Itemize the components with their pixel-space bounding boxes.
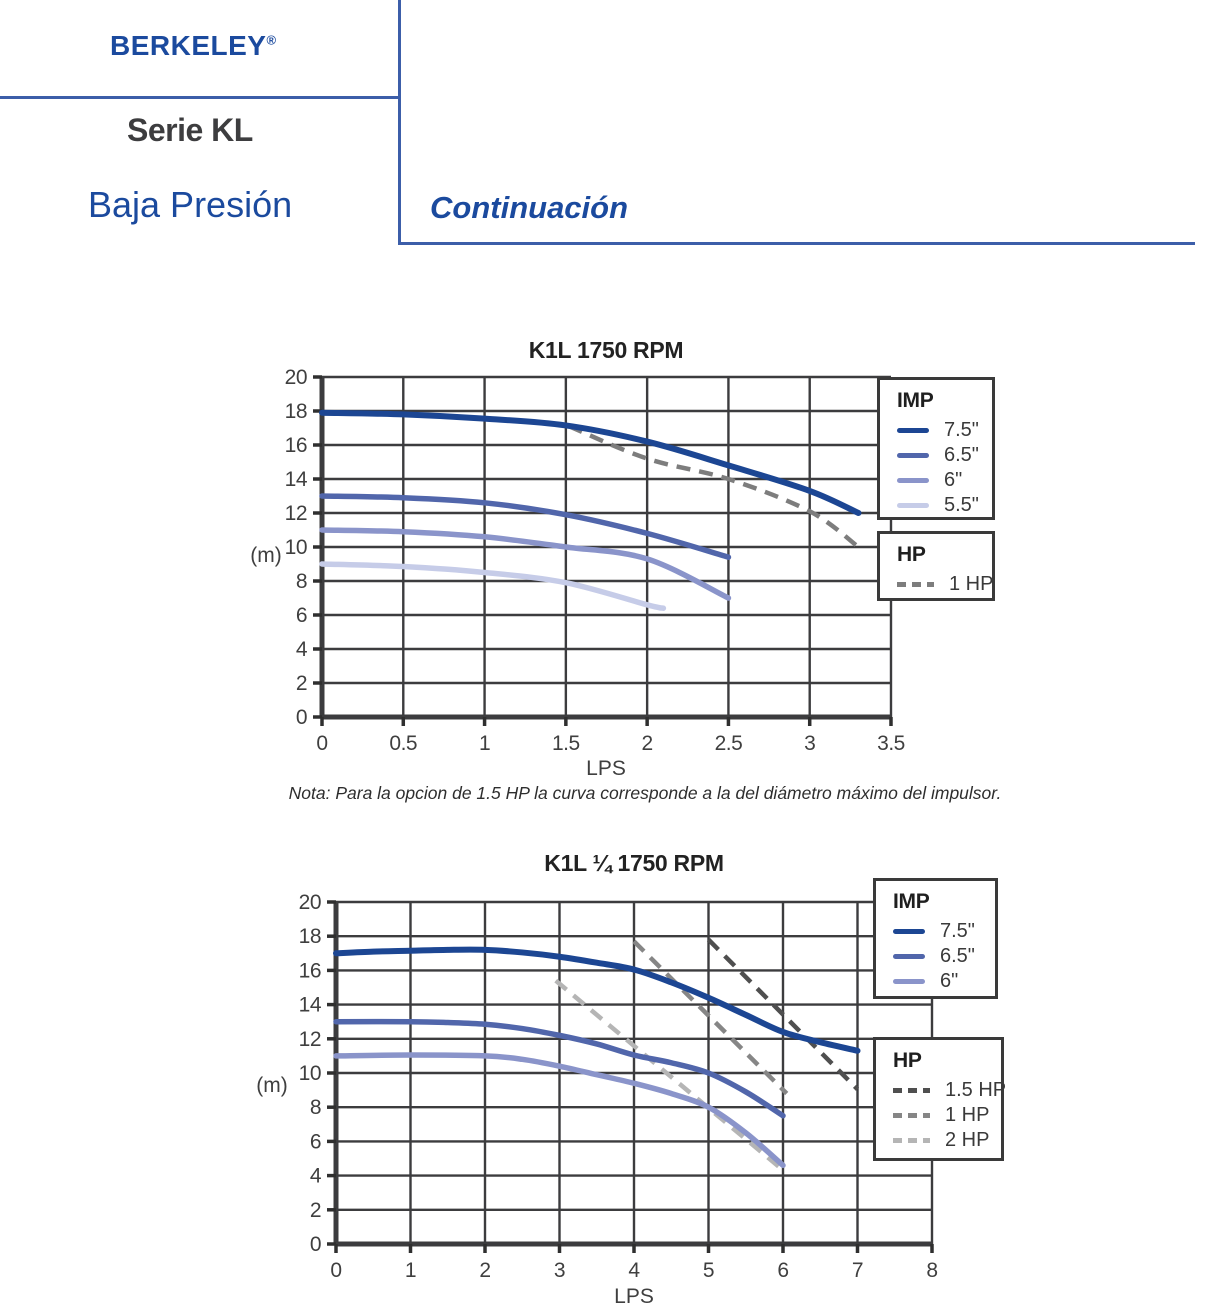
chart1-imp-legend	[877, 377, 995, 520]
chart1-hp-legend	[877, 531, 995, 601]
x-tick-label: 6	[777, 1259, 789, 1282]
y-tick-label: 16	[284, 434, 307, 457]
continuation-label: Continuación	[430, 190, 629, 225]
y-tick-label: 14	[298, 993, 321, 1017]
chart1-title: K1L 1750 RPM	[528, 337, 684, 363]
legend-title: HP	[897, 543, 926, 566]
chart2-x-axis-label: LPS	[614, 1285, 654, 1308]
x-tick-label: 8	[926, 1259, 938, 1282]
legend-item	[897, 418, 986, 443]
dashed-line-swatch	[893, 1113, 930, 1118]
y-tick-label: 18	[284, 400, 307, 423]
y-tick-label: 0	[309, 1233, 321, 1256]
x-tick-label: 4	[628, 1259, 640, 1282]
legend-item	[893, 944, 989, 969]
y-tick-label: 16	[298, 959, 321, 983]
legend-item	[893, 919, 989, 944]
x-tick-label: 1	[404, 1259, 417, 1282]
x-tick-label: 3	[553, 1259, 566, 1282]
y-tick-label: 10	[298, 1062, 321, 1085]
y-tick-label: 12	[284, 502, 307, 525]
y-tick-label: 14	[284, 468, 307, 491]
legend-item-label: 6"	[940, 970, 959, 992]
y-tick-label: 0	[295, 706, 307, 729]
chart1-y-axis-unit: (m)	[250, 544, 282, 567]
line-swatch	[897, 503, 929, 508]
legend-title: IMP	[897, 389, 934, 412]
x-tick-label: 5	[702, 1259, 715, 1282]
chart2-hp-legend	[873, 1037, 1007, 1161]
chart2-y-axis-unit: (m)	[256, 1074, 288, 1097]
legend-item-label: 7.5"	[940, 920, 975, 942]
line-swatch	[893, 929, 925, 934]
line-swatch	[897, 428, 929, 433]
legend-title: IMP	[893, 890, 930, 913]
legend-item-label: 6"	[944, 469, 963, 491]
x-tick-label: 3	[804, 732, 816, 755]
x-tick-label: 0.5	[389, 732, 418, 755]
y-tick-label: 6	[309, 1130, 321, 1154]
y-tick-label: 4	[309, 1164, 321, 1188]
x-tick-label: 0	[316, 732, 328, 755]
legend-item-label: 6.5"	[940, 945, 975, 967]
y-tick-label: 2	[295, 672, 307, 695]
hp-line-1-hp	[634, 941, 787, 1093]
legend-item	[897, 443, 986, 468]
legend-item	[893, 1128, 995, 1153]
x-tick-label: 3.5	[877, 732, 905, 755]
chart2-title: K1L ¼ 1750 RPM	[544, 850, 724, 876]
legend-item-label: 5.5"	[944, 494, 979, 516]
y-tick-label: 10	[284, 536, 307, 559]
series-title: Serie KL	[127, 112, 253, 148]
brand-text: BERKELEY	[110, 30, 267, 61]
curve-imp-5-5	[322, 564, 663, 608]
y-tick-label: 12	[298, 1027, 321, 1051]
y-tick-label: 20	[298, 891, 321, 914]
legend-item	[893, 969, 989, 994]
legend-title: HP	[893, 1049, 922, 1072]
legend-item	[893, 1103, 995, 1128]
x-tick-label: 0	[330, 1259, 342, 1282]
dashed-line-swatch	[893, 1088, 930, 1093]
series-subtitle: Baja Presión	[88, 184, 293, 225]
x-tick-label: 1.5	[552, 732, 580, 755]
x-tick-label: 2.5	[714, 732, 743, 755]
y-tick-label: 4	[295, 638, 307, 661]
legend-item-label: 1.5 HP	[945, 1079, 1007, 1101]
legend-item	[893, 1078, 1007, 1103]
y-tick-label: 6	[295, 604, 307, 627]
legend-item	[897, 572, 994, 597]
y-tick-label: 18	[298, 925, 321, 949]
legend-item-label: 6.5"	[944, 444, 979, 466]
legend-item	[897, 493, 986, 518]
legend-item-label: 1 HP	[949, 573, 994, 595]
x-tick-label: 2	[479, 1259, 491, 1282]
line-swatch	[893, 954, 925, 959]
x-tick-label: 1	[478, 732, 491, 755]
line-swatch	[897, 453, 929, 458]
y-tick-label: 8	[309, 1096, 321, 1120]
x-tick-label: 2	[641, 732, 653, 755]
y-tick-label: 20	[284, 366, 307, 389]
legend-item	[897, 468, 986, 493]
x-tick-label: 7	[851, 1259, 864, 1282]
chart1-x-axis-label: LPS	[586, 757, 626, 780]
y-tick-label: 8	[295, 570, 307, 593]
legend-item-label: 1 HP	[945, 1104, 990, 1126]
chart2-imp-legend	[873, 878, 998, 999]
curve-imp-7-5	[336, 950, 858, 1051]
y-tick-label: 2	[309, 1198, 321, 1222]
chart1-note: Nota: Para la opcion de 1.5 HP la curva corresponde a la del diámetro máximo del impulsor.	[288, 783, 1002, 803]
dashed-line-swatch	[893, 1138, 930, 1143]
dashed-line-swatch	[897, 582, 934, 587]
legend-item-label: 2 HP	[945, 1129, 990, 1151]
line-swatch	[897, 478, 929, 483]
legend-item-label: 7.5"	[944, 419, 979, 441]
line-swatch	[893, 979, 925, 984]
registered-mark: ®	[266, 32, 277, 48]
